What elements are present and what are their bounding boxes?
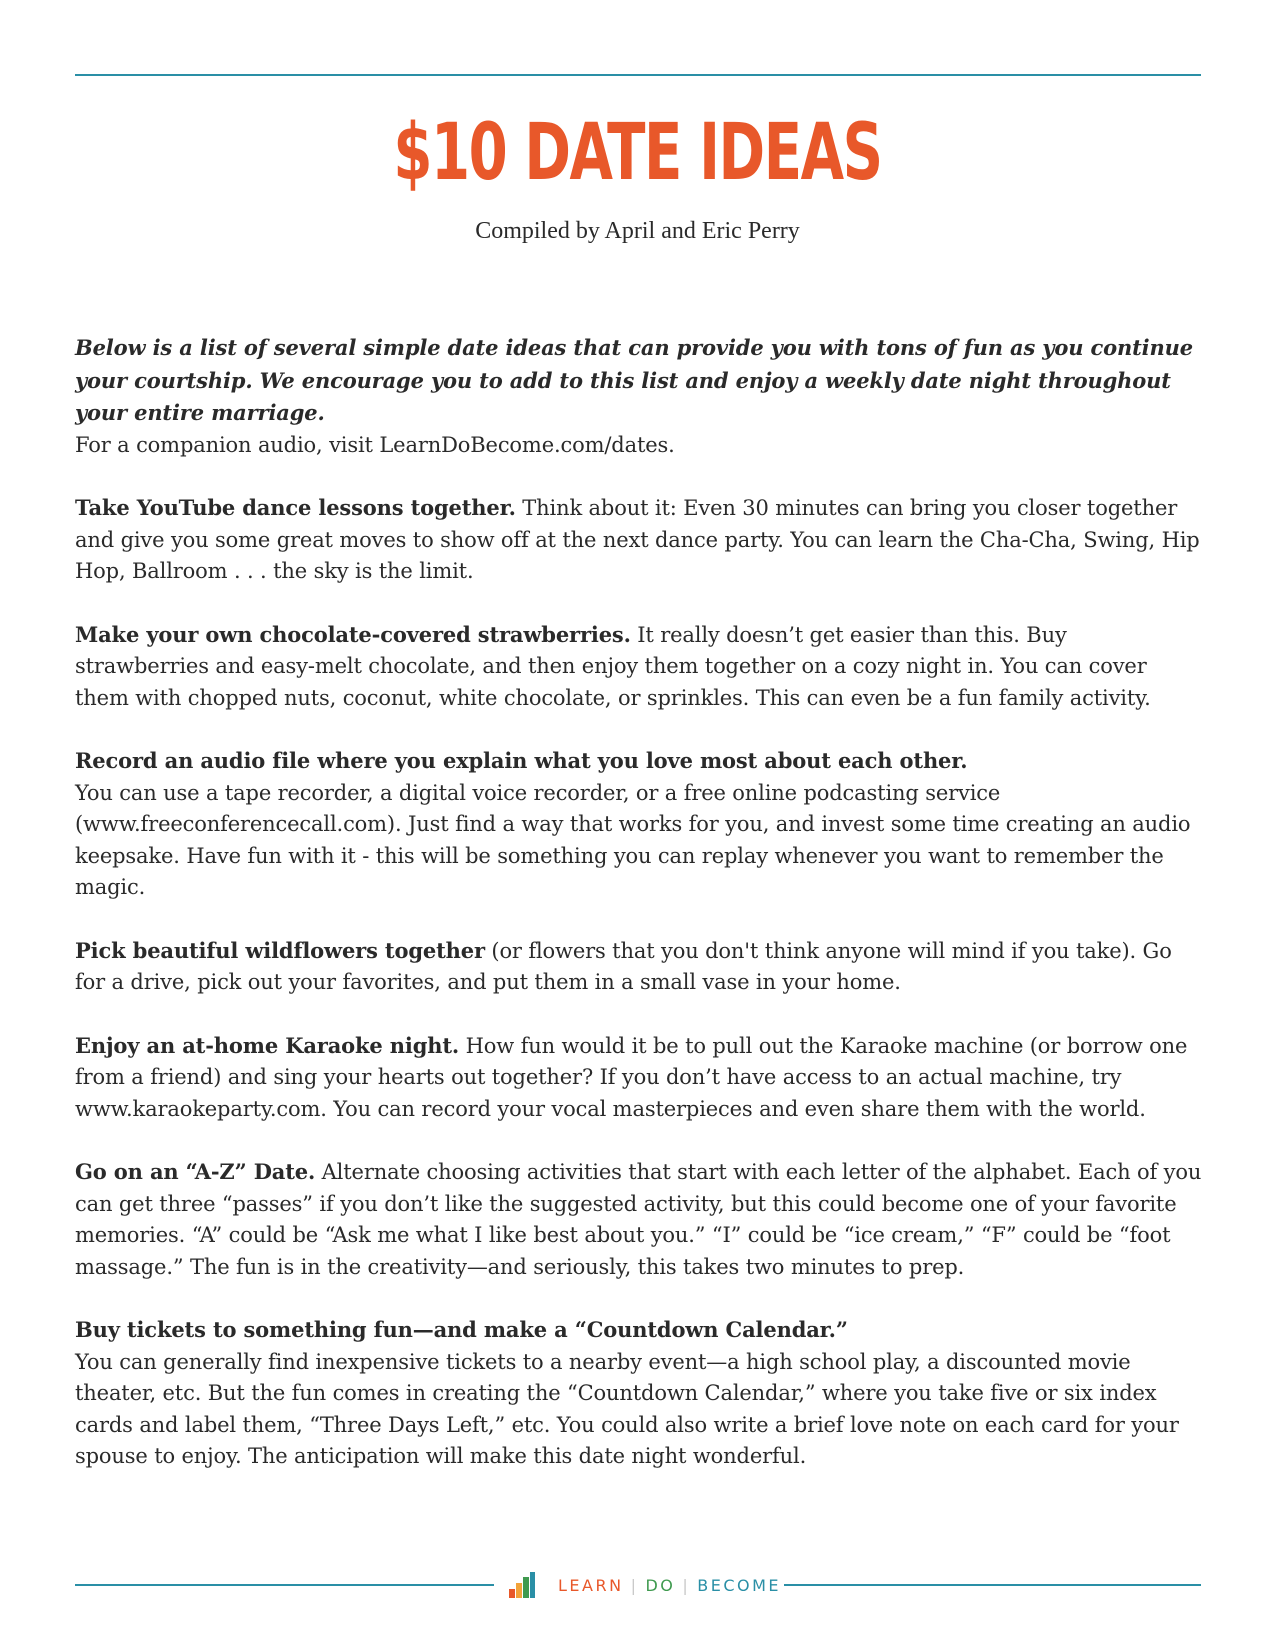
- idea-heading: Make your own chocolate-covered strawberries.: [75, 621, 631, 647]
- wordmark-separator: |: [682, 1575, 691, 1595]
- idea-item: [75, 492, 1205, 588]
- idea-body: It really doesn’t get easier than this. Buy strawberries and easy-melt chocolate, and then enjoy them together on a cozy night in. You can cover them with chopped nuts, coconut, white chocolate, or sprinkles. This can even be a fun family activity.: [75, 622, 1151, 710]
- wordmark-separator: |: [630, 1575, 639, 1595]
- intro-note: For a companion audio, visit LearnDoBecome.com/dates.: [75, 432, 675, 457]
- wordmark-do: DO: [645, 1575, 676, 1595]
- idea-heading: Pick beautiful wildflowers together: [75, 937, 485, 963]
- top-divider: [75, 74, 1201, 76]
- wordmark-become: BECOME: [697, 1575, 782, 1595]
- document-body: [75, 332, 1205, 1473]
- idea-item: [75, 745, 1205, 904]
- idea-item: [75, 619, 1205, 715]
- idea-body: How fun would it be to pull out the Karaoke machine (or borrow one from a friend) and sing your hearts out together? If you don’t have access to an actual machine, try www.karaokeparty.com. You can record your vocal masterpieces and even share them with the world.: [75, 1033, 1188, 1121]
- bar-chart-logo-icon: [508, 1571, 536, 1599]
- idea-heading: Record an audio file where you explain what you love most about each other.: [75, 748, 968, 773]
- footer-wordmark: [558, 1576, 781, 1595]
- intro-paragraph: [75, 332, 1205, 461]
- footer-divider-left: [75, 1584, 494, 1586]
- wordmark-learn: LEARN: [558, 1575, 624, 1595]
- idea-body: Alternate choosing activities that start with each letter of the alphabet. Each of you can get three “passes” if you don’t like the suggested activity, but this could become one of your favorite memories. “A” could be “Ask me what I like best about you.” “I” could be “ice cream,” “F” could be “foot massage.” The fun is in the creativity—and seriously, this takes two minutes to prep.: [75, 1160, 1202, 1279]
- page-subtitle: Compiled by April and Eric Perry: [475, 218, 800, 244]
- idea-item: [75, 935, 1205, 999]
- idea-heading: Take YouTube dance lessons together.: [75, 495, 516, 520]
- idea-item: [75, 1156, 1205, 1283]
- footer-divider-right: [784, 1584, 1201, 1586]
- idea-body: (or flowers that you don't think anyone will mind if you take). Go for a drive, pick out your favorites, and put them in a small vase in your home.: [75, 938, 1172, 994]
- idea-body: Think about it: Even 30 minutes can bring you closer together and give you some great moves to show off at the next dance party. You can learn the Cha-Cha, Swing, Hip Hop, Ballroom . . . the sky is the limit.: [75, 496, 1200, 583]
- idea-heading: Buy tickets to something fun—and make a “Countdown Calendar.”: [75, 1317, 848, 1342]
- idea-heading: Go on an “A-Z” Date.: [75, 1159, 316, 1184]
- page-title: $10 DATE IDEAS: [393, 108, 882, 198]
- idea-item: [75, 1030, 1205, 1126]
- idea-item: [75, 1314, 1205, 1473]
- intro-emphasis: Below is a list of several simple date ideas that can provide you with tons of fun as you continue your courtship. We encourage you to add to this list and enjoy a weekly date night throughout your entire marriage.: [75, 335, 1193, 425]
- idea-body: You can use a tape recorder, a digital voice recorder, or a free online podcasting service (www.freeconferencecall.com). Just find a way that works for you, and invest some time creating an audio keepsake. Have fun with it - this will be something you can replay whenever you want to remember the magic.: [75, 780, 1191, 899]
- footer-logo: [508, 1570, 781, 1600]
- idea-body: You can generally find inexpensive tickets to a nearby event—a high school play, a discounted movie theater, etc. But the fun comes in creating the “Countdown Calendar,” where you take five or six index cards and label them, “Three Days Left,” etc. You could also write a brief love note on each card for your spouse to enjoy. The anticipation will make this date night wonderful.: [75, 1349, 1179, 1468]
- idea-heading: Enjoy an at-home Karaoke night.: [75, 1032, 460, 1058]
